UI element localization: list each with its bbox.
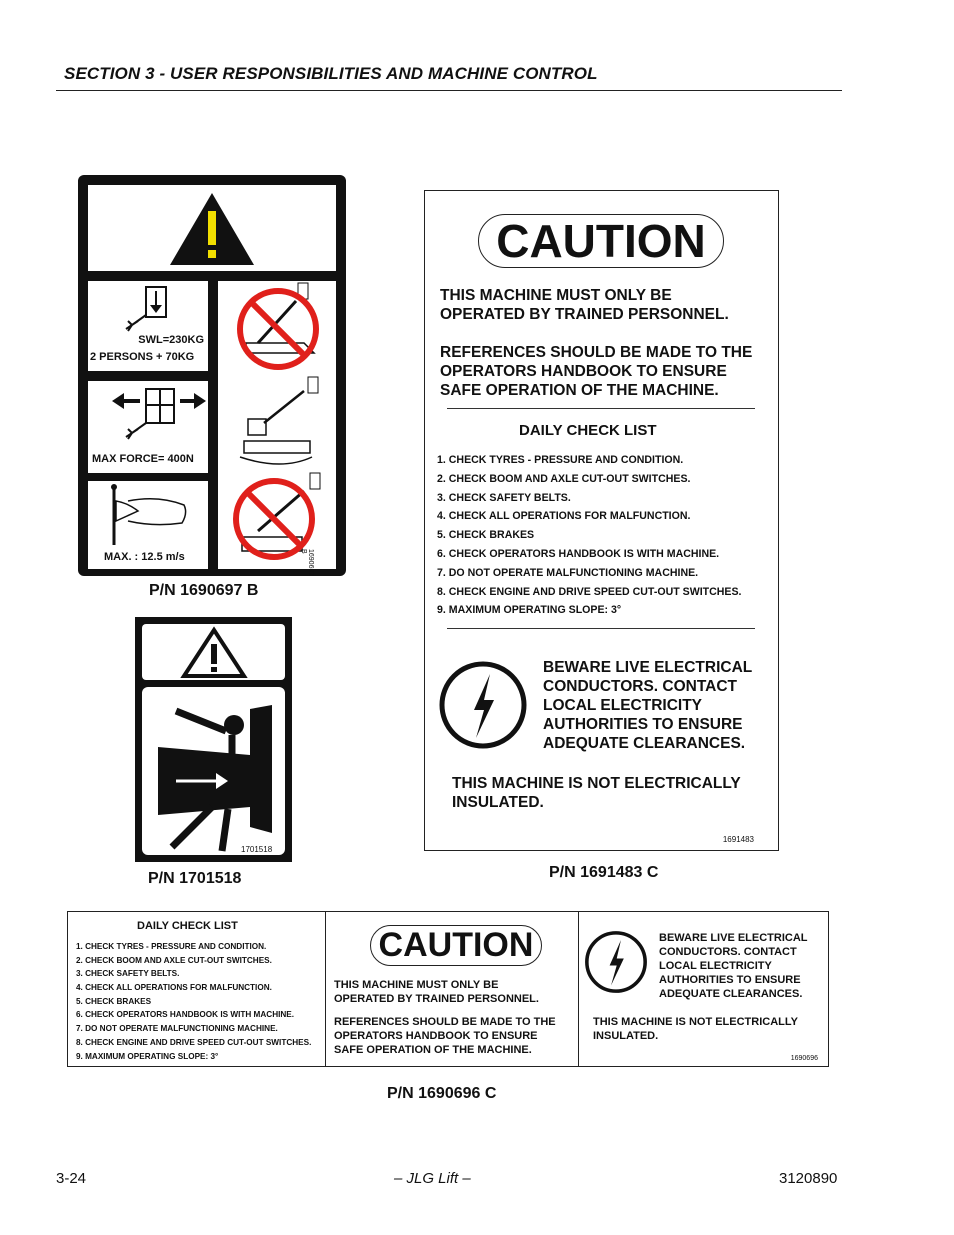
beware-line: AUTHORITIES TO ENSURE <box>543 716 743 733</box>
insulated-line: THIS MACHINE IS NOT ELECTRICALLY <box>593 1016 798 1028</box>
force-cell <box>88 381 208 473</box>
checklist <box>76 942 311 1065</box>
pn-label-1690697: P/N 1690697 B <box>149 582 259 599</box>
header-rule <box>56 90 842 91</box>
ref-line: OPERATORS HANDBOOK TO ENSURE <box>440 363 727 380</box>
checklist-title: DAILY CHECK LIST <box>519 422 657 439</box>
doc-number: 3120890 <box>779 1170 838 1187</box>
list-item: 1. CHECK TYRES - PRESSURE AND CONDITION. <box>437 454 684 466</box>
warning-panel <box>88 185 336 271</box>
list-item: 8. CHECK ENGINE AND DRIVE SPEED CUT-OUT SWITCHES. <box>437 585 742 598</box>
trained-line: OPERATED BY TRAINED PERSONNEL. <box>440 306 729 323</box>
list-item: 2. CHECK BOOM AND AXLE CUT-OUT SWITCHES. <box>76 955 272 965</box>
beware-line: AUTHORITIES TO ENSURE <box>659 974 801 986</box>
caution-banner: CAUTION <box>478 214 724 268</box>
force-arrows-icon <box>88 381 208 447</box>
lightning-hazard-icon <box>438 660 528 750</box>
divider <box>447 628 755 629</box>
page-number: 3-24 <box>56 1170 87 1187</box>
pn-label-1701518: P/N 1701518 <box>148 870 242 887</box>
warning-triangle-icon <box>88 185 336 271</box>
trained-line: THIS MACHINE MUST ONLY BE <box>334 979 499 991</box>
ref-line: SAFE OPERATION OF THE MACHINE. <box>440 382 719 399</box>
list-item: 1. CHECK TYRES - PRESSURE AND CONDITION. <box>76 942 267 951</box>
crush-panel <box>142 687 285 855</box>
list-item: 8. CHECK ENGINE AND DRIVE SPEED CUT-OUT SWITCHES. <box>76 1037 312 1047</box>
references-text <box>440 343 752 400</box>
beware-line: CONDUCTORS. CONTACT <box>659 946 797 958</box>
wind-cell <box>88 481 208 569</box>
references-text <box>334 1015 556 1057</box>
divider <box>578 912 579 1066</box>
beware-text <box>543 658 752 753</box>
beware-line: LOCAL ELECTRICITY <box>659 960 772 972</box>
insulated-line: INSULATED. <box>593 1030 659 1042</box>
list-item: 5. CHECK BRAKES <box>437 529 535 542</box>
beware-line: ADEQUATE CLEARANCES. <box>543 735 746 752</box>
footer-center: – JLG Lift – <box>394 1170 471 1187</box>
decal-1690697 <box>78 175 346 576</box>
divider <box>447 408 755 409</box>
no-entry-icon <box>218 281 336 569</box>
beware-line: BEWARE LIVE ELECTRICAL <box>659 932 808 944</box>
insulated-line: INSULATED. <box>452 794 544 811</box>
list-item: 3. CHECK SAFETY BELTS. <box>76 969 180 979</box>
list-item: 7. DO NOT OPERATE MALFUNCTIONING MACHINE. <box>437 566 699 579</box>
list-item: 4. CHECK ALL OPERATIONS FOR MALFUNCTION. <box>76 983 272 993</box>
list-item: 9. MAXIMUM OPERATING SLOPE: 3° <box>437 604 622 617</box>
lightning-hazard-icon <box>584 930 648 994</box>
list-item: 5. CHECK BRAKES <box>76 996 152 1006</box>
list-item: 7. DO NOT OPERATE MALFUNCTIONING MACHINE. <box>76 1024 278 1034</box>
pn-label-1690696: P/N 1690696 C <box>387 1085 497 1102</box>
checklist-title: DAILY CHECK LIST <box>137 920 238 932</box>
ref-line: OPERATORS HANDBOOK TO ENSURE <box>334 1030 538 1042</box>
trained-line: THIS MACHINE MUST ONLY BE <box>440 287 672 304</box>
warning-triangle-icon <box>142 624 285 680</box>
beware-line: LOCAL ELECTRICITY <box>543 697 703 714</box>
caution-banner: CAUTION <box>370 925 542 966</box>
divider <box>325 912 326 1066</box>
part-code: 1690696 <box>790 1055 818 1062</box>
list-item: 6. CHECK OPERATORS HANDBOOK IS WITH MACHINE. <box>76 1010 295 1020</box>
prohibition-cell <box>218 281 336 577</box>
beware-line: CONDUCTORS. CONTACT <box>543 678 738 695</box>
section-title: SECTION 3 - USER RESPONSIBILITIES AND MACHINE CONTROL <box>64 64 598 83</box>
insulated-line: THIS MACHINE IS NOT ELECTRICALLY <box>452 775 741 792</box>
list-item: 9. MAXIMUM OPERATING SLOPE: 3° <box>76 1051 219 1061</box>
load-arrow-icon <box>88 281 208 341</box>
decal-1691483 <box>424 190 779 851</box>
max-force: MAX FORCE= 400N <box>92 453 194 465</box>
list-item: 2. CHECK BOOM AND AXLE CUT-OUT SWITCHES. <box>437 472 691 485</box>
beware-line: ADEQUATE CLEARANCES. <box>659 988 803 1000</box>
pn-label-1691483: P/N 1691483 C <box>549 864 659 881</box>
trained-text <box>440 286 729 324</box>
swl-cell <box>88 281 208 371</box>
trained-text <box>334 978 539 1006</box>
trained-line: OPERATED BY TRAINED PERSONNEL. <box>334 993 539 1005</box>
part-code: 1690697 B <box>300 549 314 577</box>
ref-line: REFERENCES SHOULD BE MADE TO THE <box>334 1016 556 1028</box>
warning-panel <box>142 624 285 680</box>
list-item: 6. CHECK OPERATORS HANDBOOK IS WITH MACHINE. <box>437 547 720 560</box>
swl-line1: SWL=230KG <box>138 334 204 346</box>
list-item: 4. CHECK ALL OPERATIONS FOR MALFUNCTION. <box>437 510 691 523</box>
list-item: 3. CHECK SAFETY BELTS. <box>437 491 571 504</box>
ref-line: REFERENCES SHOULD BE MADE TO THE <box>440 344 753 361</box>
swl-line2: 2 PERSONS + 70KG <box>90 351 195 363</box>
not-insulated-text <box>452 774 741 812</box>
beware-line: BEWARE LIVE ELECTRICAL <box>543 659 753 676</box>
max-wind: MAX. : 12.5 m/s <box>104 551 185 563</box>
part-code: 1701518 <box>241 845 273 854</box>
ref-line: SAFE OPERATION OF THE MACHINE. <box>334 1044 532 1056</box>
decal-1690696 <box>67 911 829 1067</box>
decal-1701518 <box>135 617 292 862</box>
wind-sock-icon <box>88 481 208 547</box>
beware-text <box>659 931 808 1001</box>
not-insulated-text <box>593 1015 798 1043</box>
crush-hazard-icon <box>142 687 285 855</box>
part-code: 1691483 <box>722 835 754 844</box>
checklist <box>437 454 742 623</box>
